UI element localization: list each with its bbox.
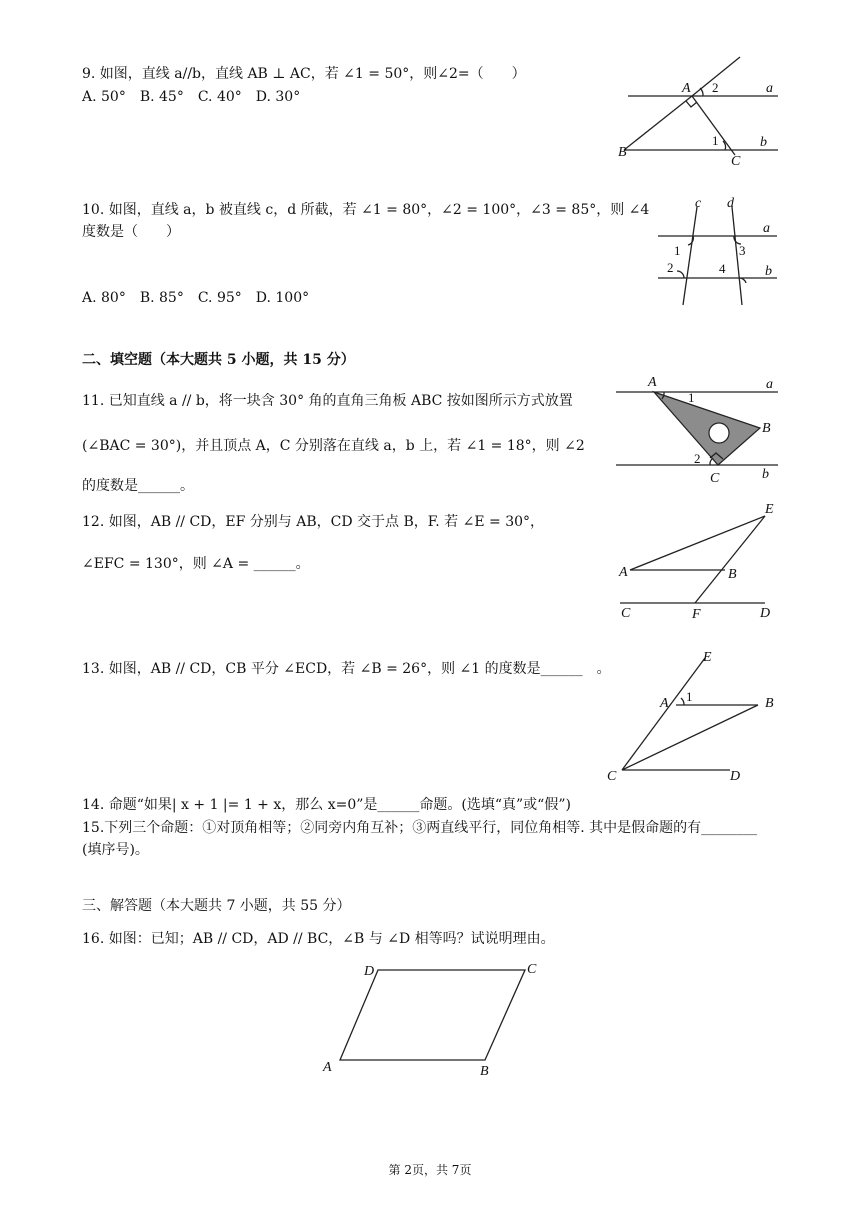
q10-angle-2: 2 (667, 260, 674, 275)
page-footer: 第 2页，共 7页 (388, 1163, 472, 1177)
q11-line-1: 11. 已知直线 a // b，将一块含 30° 角的直角三角板 ABC 按如图所示方式放置 (82, 393, 573, 409)
q9-angle-1: 1 (712, 133, 719, 148)
q13-label-B: B (765, 696, 774, 711)
q9-label-b: b (760, 135, 767, 150)
q14-text: 14. 命题“如果| x + 1 |= 1 + x，那么 x=0”是______命题。(选填“真”或“假”) (82, 797, 571, 813)
q13-label-D: D (730, 769, 741, 784)
q11-figure (610, 372, 790, 487)
q10-figure (655, 195, 785, 310)
q11-label-C: C (710, 471, 720, 486)
q16-line-1: 16. 如图：已知；AB // CD，AD // BC，∠B 与 ∠D 相等吗？试说明理由。 (82, 931, 555, 947)
q12-label-A: A (619, 565, 628, 580)
q13-label-C: C (607, 769, 617, 784)
q12-label-C: C (621, 606, 631, 621)
q9-options: A. 50° B. 45° C. 40° D. 30° (82, 89, 301, 105)
q13-line-1: 13. 如图，AB // CD，CB 平分 ∠ECD，若 ∠B = 26°，则 ∠1 的度数是______ 。 (82, 661, 611, 677)
q10-stem-2: 度数是（ ） (82, 224, 180, 240)
q9-label-B: B (618, 145, 627, 160)
section-3-title: 三、解答题（本大题共 7 小题，共 55 分） (82, 898, 351, 914)
q13-angle-1: 1 (686, 689, 693, 704)
q13-figure (600, 645, 790, 785)
q9-label-C: C (731, 154, 741, 169)
q9-angle-2: 2 (712, 80, 719, 95)
q9-label-A: A (682, 81, 691, 96)
q15-line-2: (填序号)。 (82, 842, 149, 858)
q11-label-B: B (762, 421, 771, 436)
q12-label-B: B (728, 567, 737, 582)
q10-label-b: b (765, 264, 772, 279)
q16-label-B: B (480, 1064, 489, 1079)
q10-angle-3: 3 (739, 243, 746, 258)
q10-label-d: d (727, 196, 734, 211)
q9-label-a: a (766, 81, 773, 96)
q11-line-2: (∠BAC = 30°)，并且顶点 A，C 分别落在直线 a，b 上，若 ∠1 = 18°，则 ∠2 (82, 438, 585, 454)
q12-label-F: F (692, 607, 701, 622)
q16-label-D: D (364, 964, 375, 979)
q16-figure (320, 955, 550, 1080)
q10-stem: 10. 如图，直线 a，b 被直线 c，d 所截，若 ∠1 = 80°，∠2 = 100°，∠3 = 85°，则 ∠4 (82, 202, 650, 218)
q10-label-a: a (763, 221, 770, 236)
q11-angle-1: 1 (688, 390, 695, 405)
q11-label-A: A (648, 375, 657, 390)
q10-options: A. 80° B. 85° C. 95° D. 100° (82, 290, 310, 306)
q12-figure (615, 500, 785, 625)
q12-label-E: E (765, 502, 774, 517)
q12-line-1: 12. 如图，AB // CD，EF 分别与 AB，CD 交于点 B，F. 若 ∠E = 30°， (82, 514, 545, 530)
q12-line-2: ∠EFC = 130°，则 ∠A = ______。 (82, 556, 310, 572)
q10-angle-1: 1 (674, 243, 681, 258)
q16-label-C: C (527, 962, 537, 977)
q12-label-D: D (760, 606, 771, 621)
q13-label-E: E (703, 650, 712, 665)
q16-label-A: A (323, 1060, 332, 1075)
q9-stem: 9. 如图，直线 a//b，直线 AB ⊥ AC，若 ∠1 = 50°，则∠2=（ ） (82, 66, 526, 82)
q11-label-a: a (766, 377, 773, 392)
q10-angle-4: 4 (719, 261, 726, 276)
q13-label-A: A (660, 696, 669, 711)
q11-label-b: b (762, 467, 769, 482)
section-2-title: 二、填空题（本大题共 5 小题，共 15 分） (82, 352, 355, 368)
q15-line-1: 15.下列三个命题：①对顶角相等；②同旁内角互补；③两直线平行，同位角相等. 其中是假命题的有________ (82, 820, 758, 836)
q10-label-c: c (695, 196, 702, 211)
q11-angle-2: 2 (694, 451, 701, 466)
q11-line-3: 的度数是______。 (82, 478, 194, 494)
q9-figure (610, 55, 790, 170)
